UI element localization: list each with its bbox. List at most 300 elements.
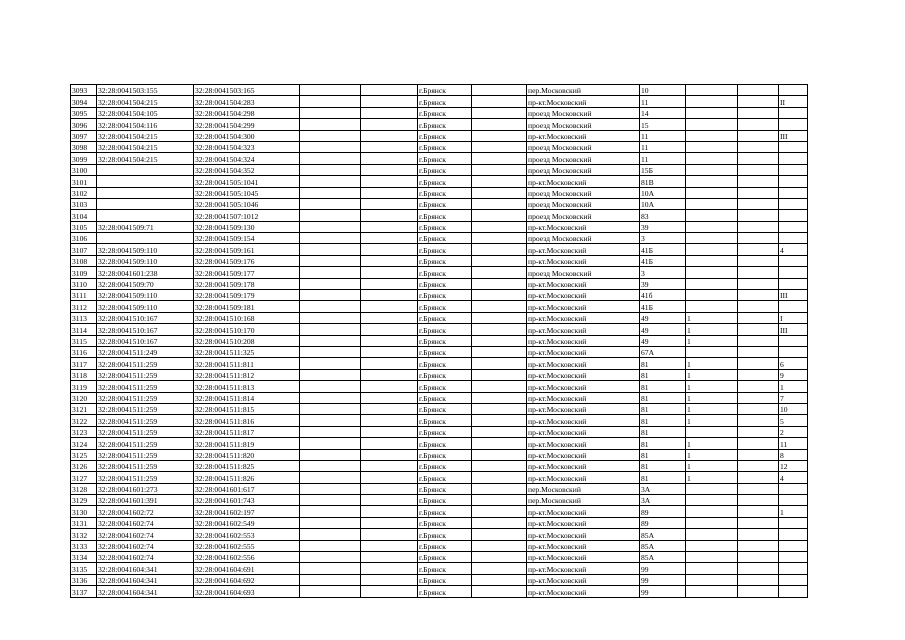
cell-cadastral-number: 32:28:0041602:549 [194,517,300,528]
cell-premises: III [779,324,808,335]
cell-col-blank-2 [361,176,418,187]
cell-col-blank-2 [361,438,418,449]
cell-cadastral-number: 32:28:0041509:154 [194,233,300,244]
cell-cadastral-parent: 32:28:0041504:116 [97,119,194,130]
cell-street: пер.Московский [527,85,640,96]
cell-col-blank-1 [300,358,361,369]
cell-cadastral-number: 32:28:0041504:352 [194,164,300,175]
cell-col-blank-2 [361,415,418,426]
cell-col-blank-4 [738,392,779,403]
cell-col-blank-2 [361,529,418,540]
cell-cadastral-parent: 32:28:0041602:72 [97,506,194,517]
table-row [71,85,808,96]
cell-city: г.Брянск [418,187,472,198]
cell-cadastral-parent: 32:28:0041604:341 [97,574,194,585]
cell-col-blank-3 [472,187,527,198]
table-row [71,495,808,506]
cell-col-blank-1 [300,415,361,426]
table-body [71,85,808,598]
cell-premises [779,563,808,574]
cell-row-number: 3112 [71,301,97,312]
cell-premises [779,540,808,551]
cell-house-number: 81В [640,176,686,187]
cell-cadastral-number: 32:28:0041511:820 [194,449,300,460]
cell-street: пр-кт.Московский [527,392,640,403]
cell-col-blank-2 [361,483,418,494]
cell-row-number: 3114 [71,324,97,335]
cell-building [686,563,738,574]
cell-house-number: 85А [640,552,686,563]
cell-premises [779,301,808,312]
cell-house-number: 41Б [640,301,686,312]
cell-col-blank-3 [472,403,527,414]
cell-col-blank-1 [300,130,361,141]
cell-city: г.Брянск [418,472,472,483]
cell-building [686,233,738,244]
cell-col-blank-4 [738,335,779,346]
cell-cadastral-parent: 32:28:0041601:273 [97,483,194,494]
cell-premises: 4 [779,472,808,483]
cell-row-number: 3119 [71,381,97,392]
table-row [71,301,808,312]
cell-city: г.Брянск [418,141,472,152]
cell-city: г.Брянск [418,552,472,563]
cell-col-blank-1 [300,324,361,335]
cell-building [686,198,738,209]
cell-cadastral-parent: 32:28:0041602:74 [97,540,194,551]
cell-col-blank-2 [361,198,418,209]
cell-city: г.Брянск [418,529,472,540]
cell-street: пр-кт.Московский [527,563,640,574]
cell-cadastral-number: 32:28:0041504:323 [194,141,300,152]
cell-col-blank-4 [738,495,779,506]
table-row [71,96,808,107]
table-row [71,176,808,187]
cell-col-blank-4 [738,255,779,266]
cell-building [686,346,738,357]
cell-street: пр-кт.Московский [527,586,640,597]
table-row [71,346,808,357]
cell-street: пр-кт.Московский [527,506,640,517]
cell-col-blank-3 [472,346,527,357]
cell-col-blank-3 [472,460,527,471]
cell-city: г.Брянск [418,198,472,209]
cell-col-blank-4 [738,324,779,335]
cell-house-number: 39 [640,278,686,289]
cell-house-number: 41Б [640,244,686,255]
table-row [71,278,808,289]
cell-col-blank-3 [472,552,527,563]
cell-cadastral-number: 32:28:0041504:298 [194,107,300,118]
cell-col-blank-4 [738,153,779,164]
cell-cadastral-parent: 32:28:0041601:238 [97,267,194,278]
table-row [71,221,808,232]
cell-col-blank-1 [300,460,361,471]
cell-city: г.Брянск [418,438,472,449]
cell-house-number: 49 [640,324,686,335]
cell-street: пр-кт.Московский [527,221,640,232]
table-row [71,244,808,255]
cell-col-blank-2 [361,96,418,107]
table-row [71,141,808,152]
cell-row-number: 3098 [71,141,97,152]
cell-premises: 9 [779,369,808,380]
table-row [71,233,808,244]
cell-building: 1 [686,472,738,483]
cell-col-blank-4 [738,574,779,585]
cell-col-blank-1 [300,517,361,528]
cell-street: проезд Московский [527,141,640,152]
cell-col-blank-1 [300,164,361,175]
cell-city: г.Брянск [418,483,472,494]
cell-building [686,301,738,312]
cell-cadastral-parent: 32:28:0041509:110 [97,244,194,255]
cell-cadastral-number: 32:28:0041509:177 [194,267,300,278]
cell-col-blank-2 [361,381,418,392]
cell-premises [779,335,808,346]
cell-building [686,517,738,528]
cell-row-number: 3107 [71,244,97,255]
cell-col-blank-2 [361,290,418,301]
cell-premises: 7 [779,392,808,403]
cell-premises: 6 [779,358,808,369]
cell-col-blank-3 [472,130,527,141]
cell-city: г.Брянск [418,563,472,574]
cell-row-number: 3097 [71,130,97,141]
cell-building [686,586,738,597]
cell-house-number: 99 [640,574,686,585]
cell-cadastral-number: 32:28:0041511:816 [194,415,300,426]
cell-house-number: 10А [640,187,686,198]
cell-col-blank-2 [361,358,418,369]
cell-col-blank-4 [738,369,779,380]
cell-col-blank-4 [738,187,779,198]
cell-street: пер.Московский [527,483,640,494]
cell-col-blank-2 [361,574,418,585]
cell-row-number: 3122 [71,415,97,426]
cell-col-blank-4 [738,164,779,175]
cell-col-blank-4 [738,529,779,540]
cell-cadastral-parent: 32:28:0041510:167 [97,312,194,323]
cell-col-blank-3 [472,198,527,209]
cell-col-blank-3 [472,483,527,494]
cell-street: пр-кт.Московский [527,426,640,437]
cell-street: пр-кт.Московский [527,517,640,528]
cell-cadastral-parent: 32:28:0041511:259 [97,449,194,460]
cell-cadastral-number: 32:28:0041511:826 [194,472,300,483]
cell-cadastral-number: 32:28:0041510:170 [194,324,300,335]
cell-row-number: 3126 [71,460,97,471]
cell-premises: III [779,130,808,141]
cell-building [686,483,738,494]
cell-col-blank-3 [472,540,527,551]
cell-cadastral-number: 32:28:0041511:813 [194,381,300,392]
cell-house-number: 85А [640,540,686,551]
cell-city: г.Брянск [418,312,472,323]
table-row [71,312,808,323]
cell-col-blank-4 [738,426,779,437]
cell-cadastral-parent: 32:28:0041511:259 [97,460,194,471]
cell-col-blank-3 [472,358,527,369]
cell-city: г.Брянск [418,460,472,471]
cell-col-blank-4 [738,346,779,357]
cell-house-number: 41Б [640,255,686,266]
cell-building [686,96,738,107]
cell-col-blank-3 [472,472,527,483]
cell-house-number: 11 [640,141,686,152]
cell-street: проезд Московский [527,153,640,164]
cell-col-blank-1 [300,483,361,494]
cell-house-number: 11 [640,130,686,141]
cell-house-number: 81 [640,392,686,403]
table-row [71,107,808,118]
cell-col-blank-4 [738,472,779,483]
cell-col-blank-3 [472,290,527,301]
cell-house-number: 81 [640,369,686,380]
cell-premises: II [779,96,808,107]
cell-col-blank-1 [300,176,361,187]
cell-house-number: 81 [640,358,686,369]
cell-premises: 5 [779,415,808,426]
cell-col-blank-2 [361,324,418,335]
cell-city: г.Брянск [418,335,472,346]
cell-building: 1 [686,358,738,369]
cell-col-blank-2 [361,221,418,232]
cell-building: 1 [686,369,738,380]
cell-building: 1 [686,335,738,346]
cell-cadastral-parent: 32:28:0041604:341 [97,563,194,574]
cell-house-number: 3А [640,495,686,506]
table-row [71,438,808,449]
cell-col-blank-3 [472,312,527,323]
cell-col-blank-1 [300,495,361,506]
cell-col-blank-4 [738,301,779,312]
cell-house-number: 10А [640,198,686,209]
cell-street: проезд Московский [527,210,640,221]
table-row [71,369,808,380]
cell-city: г.Брянск [418,586,472,597]
cell-city: г.Брянск [418,506,472,517]
cell-cadastral-number: 32:28:0041504:299 [194,119,300,130]
cell-building [686,426,738,437]
cell-col-blank-1 [300,552,361,563]
cell-row-number: 3117 [71,358,97,369]
cell-house-number: 11 [640,96,686,107]
cell-col-blank-2 [361,552,418,563]
cell-house-number: 39 [640,221,686,232]
cell-col-blank-4 [738,483,779,494]
cell-cadastral-parent [97,233,194,244]
cell-city: г.Брянск [418,164,472,175]
cell-building [686,107,738,118]
cell-col-blank-1 [300,312,361,323]
cell-premises [779,119,808,130]
table-row [71,540,808,551]
cell-col-blank-2 [361,301,418,312]
cell-house-number: 3А [640,483,686,494]
cell-col-blank-4 [738,312,779,323]
cell-col-blank-1 [300,540,361,551]
cell-house-number: 81 [640,426,686,437]
cell-col-blank-1 [300,369,361,380]
cell-street: пр-кт.Московский [527,529,640,540]
cell-cadastral-number: 32:28:0041511:812 [194,369,300,380]
cell-cadastral-parent: 32:28:0041602:74 [97,529,194,540]
table-row [71,324,808,335]
cell-col-blank-1 [300,472,361,483]
cell-house-number: 49 [640,335,686,346]
cell-premises [779,164,808,175]
cell-cadastral-parent [97,198,194,209]
cell-house-number: 81 [640,415,686,426]
cell-city: г.Брянск [418,176,472,187]
cell-city: г.Брянск [418,267,472,278]
cell-premises: 2 [779,426,808,437]
cell-cadastral-parent: 32:28:0041511:259 [97,472,194,483]
cell-col-blank-1 [300,267,361,278]
cell-cadastral-parent: 32:28:0041601:391 [97,495,194,506]
cell-city: г.Брянск [418,278,472,289]
cell-col-blank-2 [361,255,418,266]
cell-col-blank-3 [472,495,527,506]
cell-col-blank-2 [361,540,418,551]
cell-premises: 1 [779,381,808,392]
cell-col-blank-2 [361,130,418,141]
cell-col-blank-4 [738,198,779,209]
cell-col-blank-3 [472,210,527,221]
cell-row-number: 3101 [71,176,97,187]
cell-building: 1 [686,392,738,403]
cell-building [686,506,738,517]
cell-col-blank-2 [361,403,418,414]
cell-cadastral-parent: 32:28:0041511:259 [97,358,194,369]
cell-col-blank-2 [361,233,418,244]
cell-row-number: 3106 [71,233,97,244]
cell-building [686,153,738,164]
cell-building [686,267,738,278]
table-row [71,392,808,403]
cell-street: пр-кт.Московский [527,438,640,449]
cell-cadastral-number: 32:28:0041510:168 [194,312,300,323]
cell-row-number: 3102 [71,187,97,198]
cell-building [686,85,738,96]
cell-col-blank-4 [738,563,779,574]
cell-row-number: 3130 [71,506,97,517]
cell-house-number: 99 [640,586,686,597]
cell-premises [779,495,808,506]
cell-cadastral-number: 32:28:0041509:130 [194,221,300,232]
cell-street: пр-кт.Московский [527,552,640,563]
cell-col-blank-3 [472,449,527,460]
cell-building: 1 [686,438,738,449]
cell-cadastral-parent: 32:28:0041509:71 [97,221,194,232]
cell-house-number: 41б [640,290,686,301]
cell-col-blank-3 [472,244,527,255]
cell-premises [779,267,808,278]
cell-cadastral-parent: 32:28:0041509:110 [97,255,194,266]
cell-row-number: 3108 [71,255,97,266]
cell-building [686,221,738,232]
cell-col-blank-4 [738,517,779,528]
cell-city: г.Брянск [418,153,472,164]
cell-cadastral-number: 32:28:0041504:324 [194,153,300,164]
cell-cadastral-number: 32:28:0041504:300 [194,130,300,141]
cell-col-blank-1 [300,346,361,357]
cell-cadastral-parent [97,176,194,187]
cell-cadastral-parent: 32:28:0041511:259 [97,438,194,449]
cell-city: г.Брянск [418,392,472,403]
cell-premises [779,278,808,289]
table-row [71,267,808,278]
table-row [71,119,808,130]
cell-street: проезд Московский [527,107,640,118]
cell-cadastral-number: 32:28:0041504:283 [194,96,300,107]
table-row [71,552,808,563]
cell-premises: 11 [779,438,808,449]
cell-col-blank-2 [361,586,418,597]
cell-col-blank-4 [738,96,779,107]
table-row [71,164,808,175]
cell-premises [779,586,808,597]
cell-cadastral-parent: 32:28:0041511:249 [97,346,194,357]
table-row [71,198,808,209]
cell-building: 1 [686,403,738,414]
cell-house-number: 49 [640,312,686,323]
cell-city: г.Брянск [418,244,472,255]
cell-building: 1 [686,449,738,460]
cell-building: 1 [686,324,738,335]
cell-col-blank-3 [472,324,527,335]
cell-cadastral-parent: 32:28:0041509:110 [97,290,194,301]
cell-building [686,187,738,198]
cell-row-number: 3125 [71,449,97,460]
table-row [71,358,808,369]
cell-cadastral-parent: 32:28:0041511:259 [97,403,194,414]
cell-col-blank-3 [472,563,527,574]
table-row [71,290,808,301]
cell-house-number: 81 [640,438,686,449]
cell-street: пр-кт.Московский [527,255,640,266]
cell-cadastral-parent: 32:28:0041510:167 [97,335,194,346]
cell-row-number: 3133 [71,540,97,551]
cell-street: пр-кт.Московский [527,540,640,551]
cell-building [686,529,738,540]
cell-col-blank-2 [361,164,418,175]
cell-col-blank-2 [361,392,418,403]
cell-street: пр-кт.Московский [527,449,640,460]
cell-street: проезд Московский [527,119,640,130]
cell-building [686,164,738,175]
cell-row-number: 3103 [71,198,97,209]
cell-col-blank-2 [361,369,418,380]
cell-cadastral-number: 32:28:0041511:825 [194,460,300,471]
cell-premises [779,517,808,528]
cell-row-number: 3116 [71,346,97,357]
cell-col-blank-3 [472,392,527,403]
cell-cadastral-parent [97,210,194,221]
cell-house-number: 81 [640,460,686,471]
table-row [71,563,808,574]
cell-premises [779,255,808,266]
cell-city: г.Брянск [418,415,472,426]
cell-cadastral-number: 32:28:0041507:1012 [194,210,300,221]
cell-building [686,574,738,585]
cell-street: пр-кт.Московский [527,96,640,107]
cell-col-blank-2 [361,278,418,289]
cell-city: г.Брянск [418,574,472,585]
cell-city: г.Брянск [418,346,472,357]
cell-house-number: 81 [640,381,686,392]
